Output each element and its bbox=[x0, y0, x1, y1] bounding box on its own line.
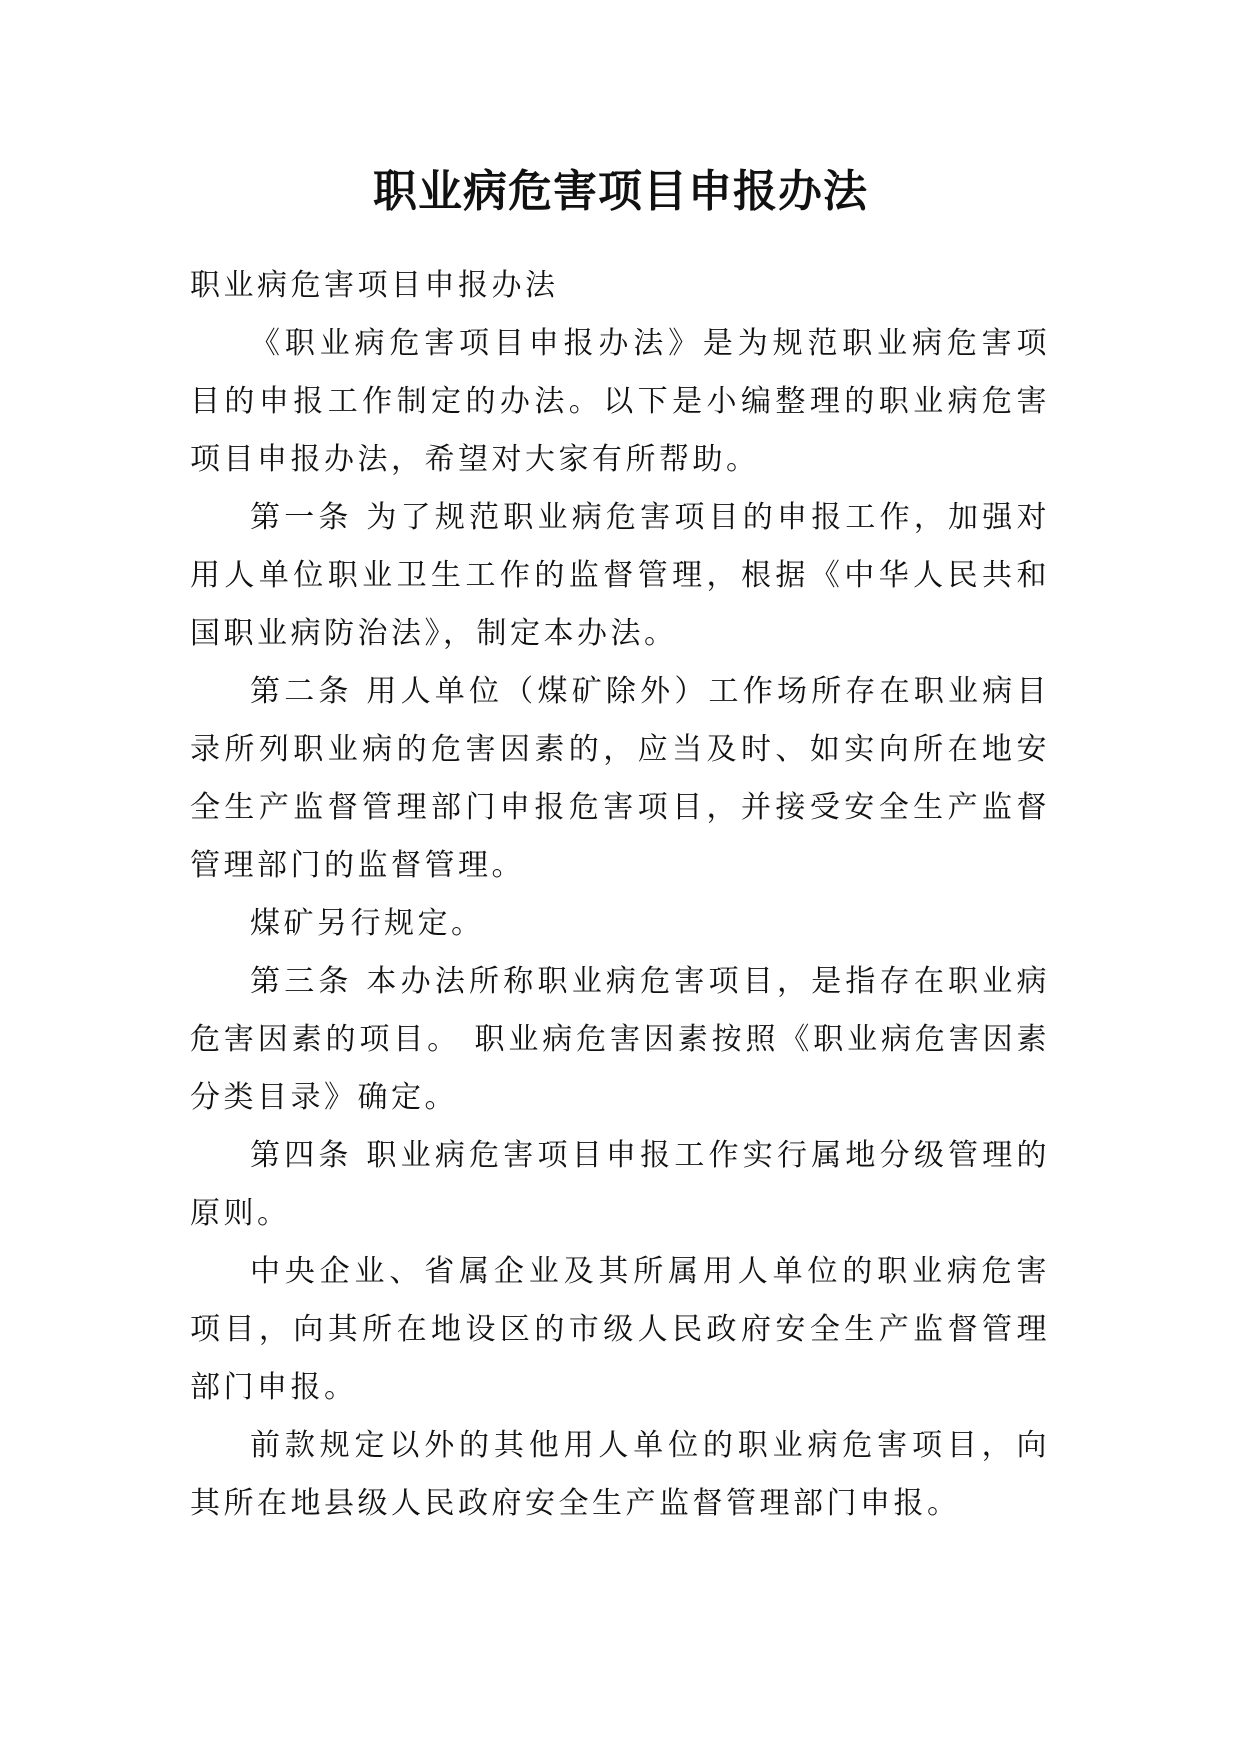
paragraph-central-enterprises: 中央企业、省属企业及其所属用人单位的职业病危害项目，向其所在地设区的市级人民政府安全生产监督管理部门申报。 bbox=[190, 1254, 1050, 1405]
paragraph-article-1: 第一条 为了规范职业病危害项目的申报工作，加强对用人单位职业卫生工作的监督管理，根据《中华人民共和国职业病防治法》，制定本办法。 bbox=[190, 500, 1050, 651]
document-subtitle: 职业病危害项目申报办法 bbox=[190, 268, 559, 303]
document-body bbox=[190, 257, 1050, 1533]
paragraph-article-4: 第四条 职业病危害项目申报工作实行属地分级管理的原则。 bbox=[190, 1138, 1050, 1231]
paragraph-coal-mine-note: 煤矿另行规定。 bbox=[250, 906, 485, 941]
page-title: 职业病危害项目申报办法 bbox=[373, 166, 868, 218]
paragraph-other-units: 前款规定以外的其他用人单位的职业病危害项目，向其所在地县级人民政府安全生产监督管理部门申报。 bbox=[190, 1428, 1050, 1521]
paragraph-article-3: 第三条 本办法所称职业病危害项目，是指存在职业病危害因素的项目。 职业病危害因素按照《职业病危害因素分类目录》确定。 bbox=[190, 964, 1050, 1115]
paragraph-intro: 《职业病危害项目申报办法》是为规范职业病危害项目的申报工作制定的办法。以下是小编整理的职业病危害项目申报办法，希望对大家有所帮助。 bbox=[190, 326, 1050, 477]
paragraph-article-2: 第二条 用人单位（煤矿除外）工作场所存在职业病目录所列职业病的危害因素的，应当及时、如实向所在地安全生产监督管理部门申报危害项目，并接受安全生产监督管理部门的监督管理。 bbox=[190, 674, 1050, 883]
